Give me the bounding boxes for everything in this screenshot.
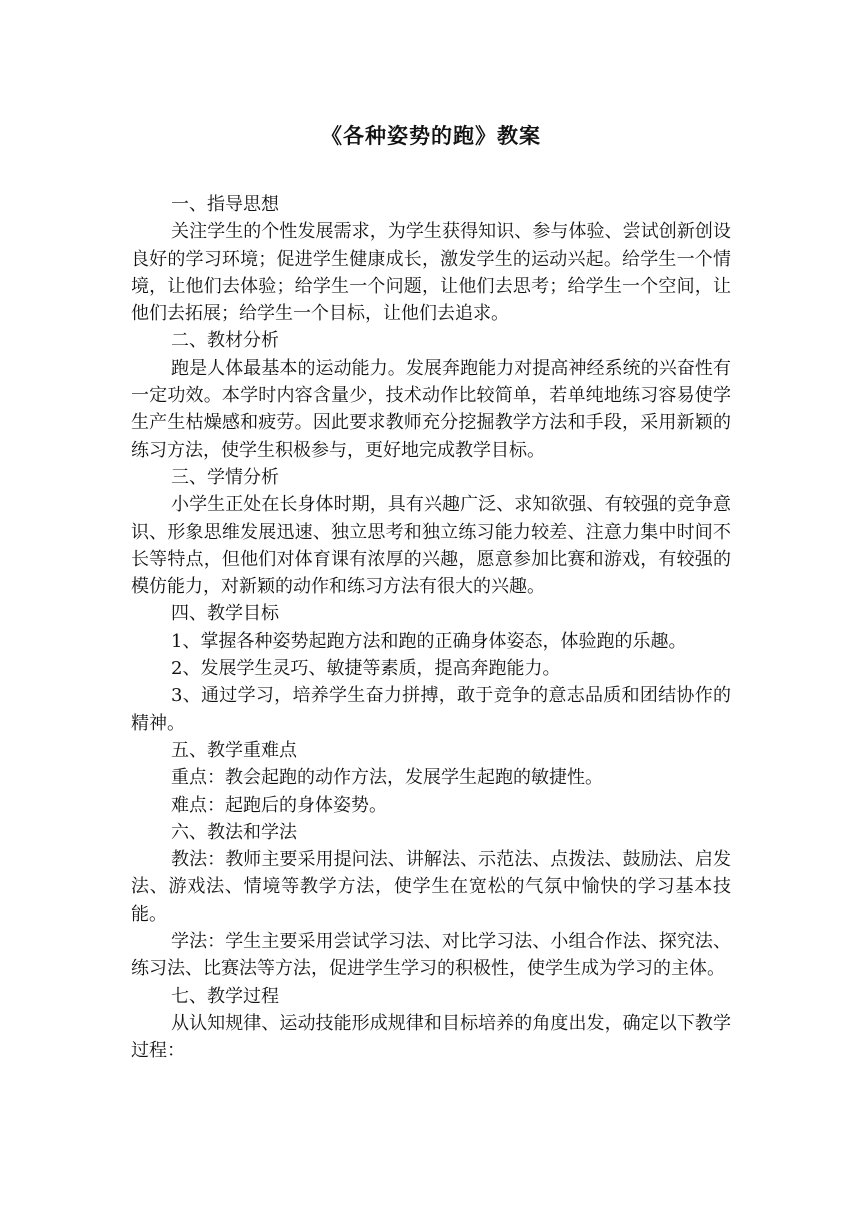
section-paragraph: 关注学生的个性发展需求，为学生获得知识、参与体验、尝试创新创设良好的学习环境；促进学生健康成长，激发学生的运动兴起。给学生一个情境，让他们去体验；给学生一个问题，让他们去思考；给学生一个空间，让他们去拓展；给学生一个目标，让他们去追求。 [131, 221, 731, 325]
teaching-method: 教法：教师主要采用提问法、讲解法、示范法、点拨法、鼓励法、启发法、游戏法、情境等教学方法，使学生在宽松的气氛中愉快的学习基本技能。 [131, 849, 731, 925]
section-heading-key-points: 五、教学重难点 [171, 739, 297, 761]
document-body [131, 191, 731, 1065]
document-title: 《各种姿势的跑》教案 [321, 123, 541, 148]
goal-item: 1、掌握各种姿势起跑方法和跑的正确身体姿态，体验跑的乐趣。 [171, 630, 687, 652]
goal-item: 2、发展学生灵巧、敏捷等素质，提高奔跑能力。 [171, 658, 561, 680]
key-point: 重点：教会起跑的动作方法，发展学生起跑的敏捷性。 [171, 767, 603, 789]
section-heading-teaching-goals: 四、教学目标 [171, 603, 279, 625]
section-paragraph: 跑是人体最基本的运动能力。发展奔跑能力对提高神经系统的兴奋性有一定功效。本学时内容含量少，技术动作比较简单，若单纯地练习容易使学生产生枯燥感和疲劳。因此要求教师充分挖掘教学方法和手段，采用新颖的练习方法，使学生积极参与，更好地完成教学目标。 [131, 357, 731, 461]
section-heading-student-analysis: 三、学情分析 [171, 466, 279, 488]
goal-item: 3、通过学习，培养学生奋力拼搏，敢于竞争的意志品质和团结协作的精神。 [131, 685, 731, 734]
difficult-point: 难点：起跑后的身体姿势。 [171, 794, 387, 816]
section-paragraph: 小学生正处在长身体时期，具有兴趣广泛、求知欲强、有较强的竞争意识、形象思维发展迅速、独立思考和独立练习能力较差、注意力集中时间不长等特点，但他们对体育课有浓厚的兴趣，愿意参加比赛和游戏，有较强的模仿能力，对新颖的动作和练习方法有很大的兴趣。 [131, 494, 731, 598]
learning-method: 学法：学生主要采用尝试学习法、对比学习法、小组合作法、探究法、练习法、比赛法等方法，促进学生学习的积极性，使学生成为学习的主体。 [131, 931, 731, 980]
section-heading-teaching-process: 七、教学过程 [171, 985, 279, 1007]
section-heading-material-analysis: 二、教材分析 [171, 330, 279, 352]
section-paragraph: 从认知规律、运动技能形成规律和目标培养的角度出发，确定以下教学过程： [131, 1012, 731, 1062]
section-heading-methods: 六、教法和学法 [171, 821, 297, 843]
section-heading-guiding-thought: 一、指导思想 [171, 194, 279, 215]
